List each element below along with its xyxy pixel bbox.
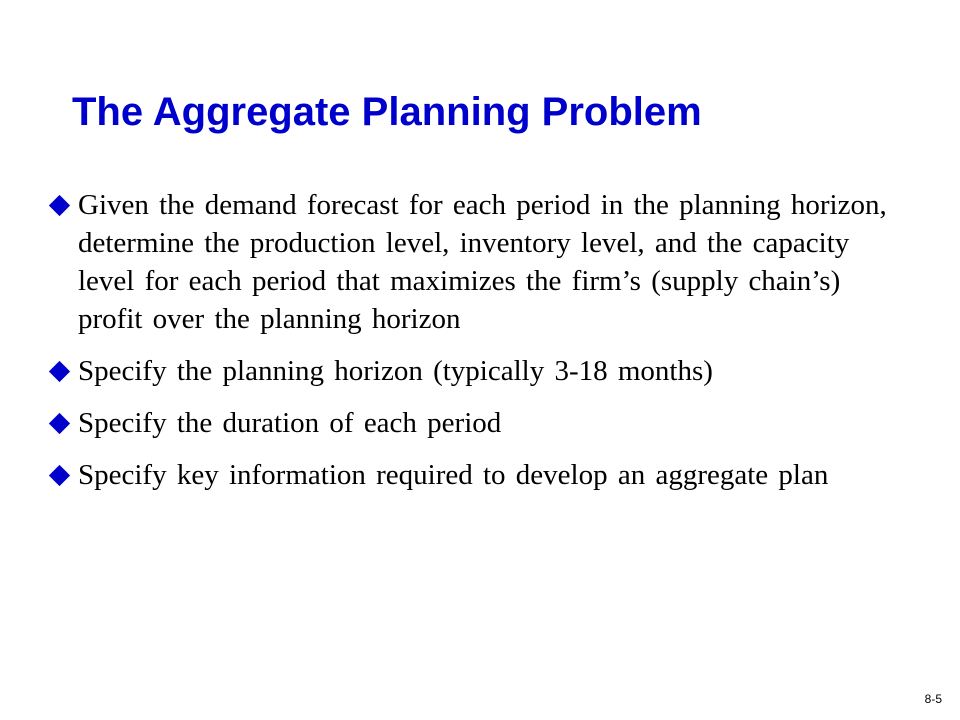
bullet-text: Specify key information required to develop an aggregate plan (78, 459, 829, 491)
bullet-text: Specify the duration of each period (78, 407, 502, 439)
bullet-item-3 (46, 404, 896, 442)
diamond-bullet-icon (49, 361, 70, 382)
diamond-bullet-icon (49, 465, 70, 486)
diamond-bullet-icon (49, 195, 70, 216)
bullet-text: Specify the planning horizon (typically 3-18 months) (78, 355, 713, 387)
bullet-item-1 (46, 186, 896, 338)
diamond-bullet-icon (49, 413, 70, 434)
bullet-item-4 (46, 456, 896, 494)
bullet-list (46, 186, 896, 508)
bullet-item-2 (46, 352, 896, 390)
slide-title: The Aggregate Planning Problem (72, 90, 702, 134)
slide-number: 8-5 (924, 692, 942, 706)
bullet-text: Given the demand forecast for each period in the planning horizon, determine the production level, inventory level, and the capacity level for each period that maximizes the firm’s (supply chain’s) profit over the planning horizon (78, 189, 887, 335)
